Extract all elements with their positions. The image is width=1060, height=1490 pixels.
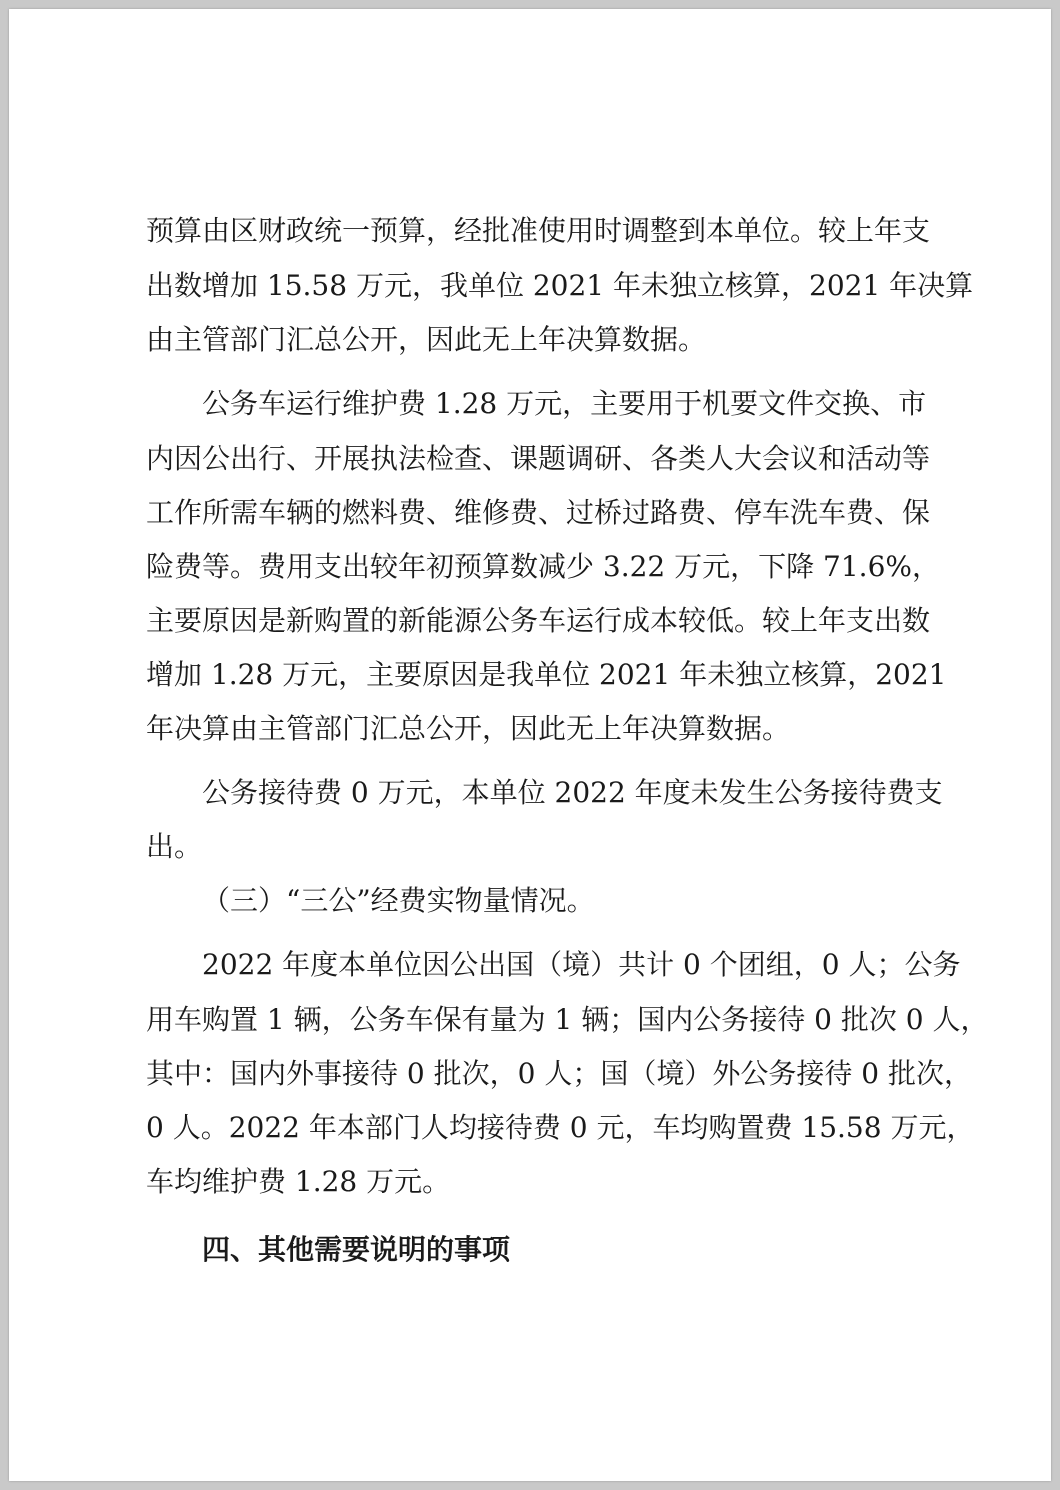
document-page — [9, 9, 1051, 1481]
text-line: 2022 年度本单位因公出国（境）共计 0 个团组，0 人；公务 — [202, 948, 961, 981]
text-line: 公务车运行维护费 1.28 万元，主要用于机要文件交换、市 — [202, 387, 927, 420]
text-line: 工作所需车辆的燃料费、维修费、过桥过路费、停车洗车费、保 — [146, 496, 931, 529]
text-line: 增加 1.28 万元，主要原因是我单位 2021 年未独立核算，2021 — [146, 658, 947, 691]
text-line: 0 人。2022 年本部门人均接待费 0 元，车均购置费 15.58 万元， — [146, 1111, 975, 1144]
section-heading: 四、其他需要说明的事项 — [202, 1233, 511, 1266]
text-line: 用车购置 1 辆，公务车保有量为 1 辆；国内公务接待 0 批次 0 人， — [146, 1003, 989, 1036]
text-line: 内因公出行、开展执法检查、课题调研、各类人大会议和活动等 — [146, 442, 931, 475]
text-line: 公务接待费 0 万元，本单位 2022 年度未发生公务接待费支 — [202, 776, 943, 809]
text-line: 车均维护费 1.28 万元。 — [146, 1165, 451, 1198]
text-line: 其中：国内外事接待 0 批次，0 人；国（境）外公务接待 0 批次， — [146, 1057, 972, 1090]
text-line: 由主管部门汇总公开，因此无上年决算数据。 — [146, 323, 707, 356]
text-line: 出数增加 15.58 万元，我单位 2021 年未独立核算，2021 年决算 — [146, 269, 974, 302]
section-subheading: （三）“三公”经费实物量情况。 — [202, 884, 595, 917]
text-line: 出。 — [146, 830, 203, 863]
text-line: 预算由区财政统一预算，经批准使用时调整到本单位。较上年支 — [146, 214, 931, 247]
text-line: 主要原因是新购置的新能源公务车运行成本较低。较上年支出数 — [146, 604, 931, 637]
text-line: 险费等。费用支出较年初预算数减少 3.22 万元，下降 71.6%， — [146, 550, 940, 583]
text-line: 年决算由主管部门汇总公开，因此无上年决算数据。 — [146, 712, 791, 745]
